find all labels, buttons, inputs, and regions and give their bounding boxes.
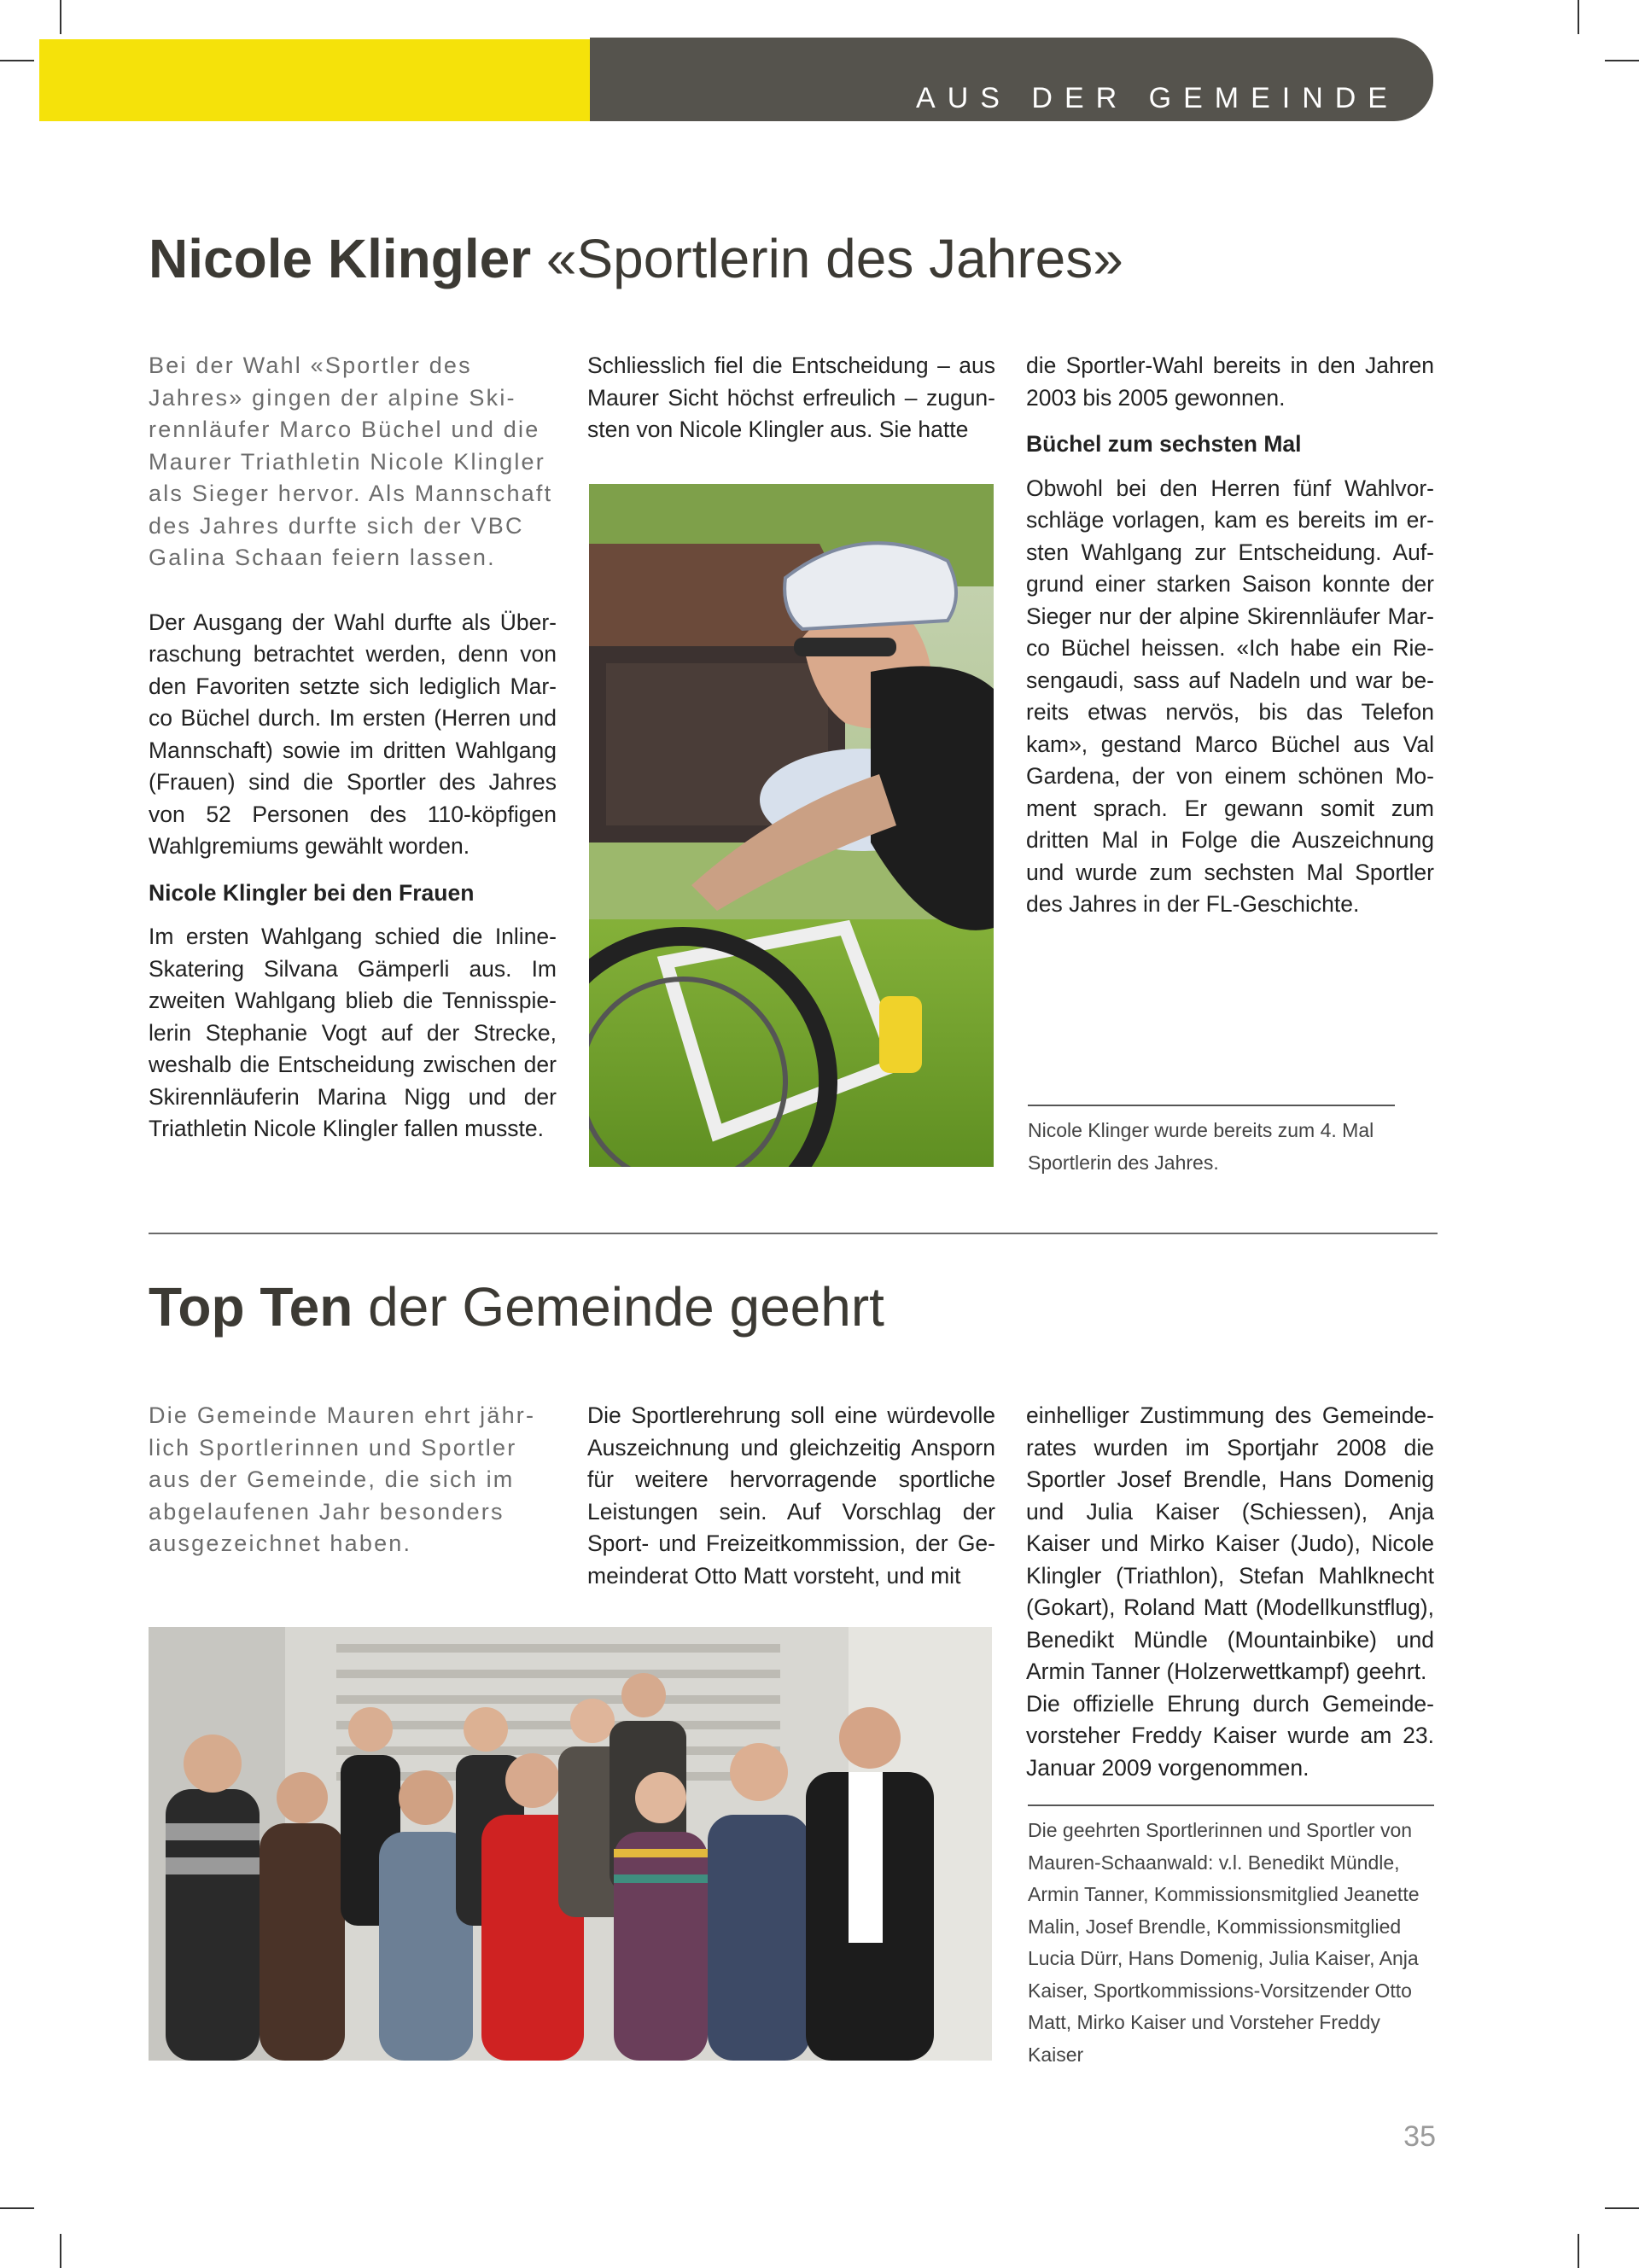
lead-paragraph: Die Gemeinde Mauren ehrt jährlich Sportlerinnen und Sportler aus der Gemeinde, die sich im abgelaufenen Jahr besonders ausgezeichnet haben. <box>149 1402 534 1556</box>
photo-caption: Nicole Klinger wurde bereits zum 4. Mal Sportlerin des Jahres. <box>1028 1119 1374 1174</box>
article-column-3 <box>1026 350 1434 921</box>
header-accent-block <box>39 39 590 121</box>
article-column-1 <box>149 1400 557 1560</box>
subheading: Büchel zum sechsten Mal <box>1026 431 1302 457</box>
crop-mark <box>1578 2234 1579 2268</box>
body-paragraph: Der Ausgang der Wahl durfte als Überraschung betrachtet werden, denn von den Favoriten setzte sich lediglich Marco Büchel durch. Im ersten (Herren und Mannschaft) sowie im dritten Wahlgang (Frauen) sind die Sportler des Jahres von 52 Personen des 110-köpfigen Wahlgremiums gewählt worden. <box>149 609 557 859</box>
section-header-bar <box>590 38 1433 121</box>
crop-mark <box>0 2207 34 2209</box>
article-title <box>149 1275 884 1338</box>
article-title-rest: der Gemeinde geehrt <box>368 1276 884 1338</box>
body-paragraph: Schliesslich fiel die Entscheidung – aus Maurer Sicht höchst erfreulich – zugunsten von Nicole Klingler aus. Sie hatte <box>587 353 995 442</box>
body-paragraph: Die Sportlerehrung soll eine würdevolle Auszeichnung und gleichzeitig Ansporn für weitere hervorragende sportliche Leistungen sein. Auf Vorschlag der Sport- und Freizeitkommission, der Gemeinderat Otto Matt vorsteht, und mit <box>587 1402 995 1589</box>
cyclist-photo-image <box>589 484 994 1167</box>
page-number: 35 <box>1403 2120 1436 2153</box>
caption-rule <box>1028 1105 1395 1106</box>
section-label: AUS DER GEMEINDE <box>916 82 1399 114</box>
crop-mark <box>1605 2207 1639 2209</box>
crop-mark <box>60 2234 61 2268</box>
photo-caption: Die geehrten Sportlerinnen und Sportler von Mauren-Schaanwald: v.l. Benedikt Mündle, Armin Tanner, Kommissionsmitglied Jeanette Malin, Josef Brendle, Kommissionsmitglied Lucia Dürr, Hans Domenig, Julia Kaiser, Anja Kaiser, Sportkommissions-Vorsitzender Otto Matt, Mirko Kaiser und Vorsteher Freddy Kaiser <box>1028 1819 1420 2066</box>
article-title-bold: Nicole Klingler <box>149 228 532 289</box>
article-title <box>149 227 1123 290</box>
caption-rule <box>1028 1804 1434 1806</box>
crop-mark <box>60 0 61 34</box>
body-paragraph: einhelliger Zustimmung des Gemeinderates wurden im Sportjahr 2008 die Sportler Josef Brendle, Hans Domenig und Julia Kaiser (Schiessen), Anja Kaiser und Mirko Kaiser (Judo), Nicole Klingler (Triathlon), Stefan Mahlknecht (Gokart), Roland Matt (Modellkunstflug), Benedikt Mündle (Mountainbike) und Armin Tanner (Holzerwettkampf) geehrt. <box>1026 1402 1434 1684</box>
lead-paragraph: Bei der Wahl «Sportler des Jahres» gingen der alpine Skirennläufer Marco Büchel und die Maurer Triathletin Nicole Klingler als Sieger hervor. Als Mannschaft des Jahres durfte sich der VBC Galina Schaan feiern lassen. <box>149 353 553 570</box>
article-divider <box>149 1233 1438 1234</box>
body-paragraph: Im ersten Wahlgang schied die Inline-Skatering Silvana Gämperli aus. Im zweiten Wahlgang blieb die Tennisspielerin Stephanie Vogt auf der Strecke, weshalb die Entscheidung zwischen der Skirennläuferin Marina Nigg und der Triathletin Nicole Klingler fallen musste. <box>149 924 557 1141</box>
article-column-2 <box>587 1400 995 1592</box>
crop-mark <box>0 60 34 61</box>
article-column-1 <box>149 350 557 1146</box>
subheading: Nicole Klingler bei den Frauen <box>149 879 475 906</box>
cyclist-photo <box>589 484 994 1167</box>
crop-mark <box>1605 60 1639 61</box>
body-paragraph: Die offizielle Ehrung durch Gemeindevorsteher Freddy Kaiser wurde am 23. Januar 2009 vorgenommen. <box>1026 1690 1434 1781</box>
group-photo <box>149 1627 992 2061</box>
body-paragraph: die Sportler-Wahl bereits in den Jahren 2003 bis 2005 gewonnen. <box>1026 353 1434 411</box>
article-column-2 <box>587 350 995 446</box>
body-paragraph: Obwohl bei den Herren fünf Wahlvorschläge vorlagen, kam es bereits im ersten Wahlgang zur Entscheidung. Aufgrund einer starken Saison konnte der Sieger nur der alpine Skirennläufer Marco Büchel heissen. «Ich habe ein Riesengaudi, sass auf Nadeln und war bereits etwas nervös, bis das Telefon kam», gestand Marco Büchel aus Val Gardena, der von einem schönen Moment sprach. Er gewann somit zum dritten Mal in Folge die Auszeichnung und wurde zum sechsten Mal Sportler des Jahres in der FL-Geschichte. <box>1026 475 1434 917</box>
crop-mark <box>1578 0 1579 34</box>
article-column-3 <box>1026 1400 1434 1784</box>
article-title-rest: «Sportlerin des Jahres» <box>545 228 1123 289</box>
article-title-bold: Top Ten <box>149 1276 353 1338</box>
group-photo-image <box>149 1627 992 2061</box>
